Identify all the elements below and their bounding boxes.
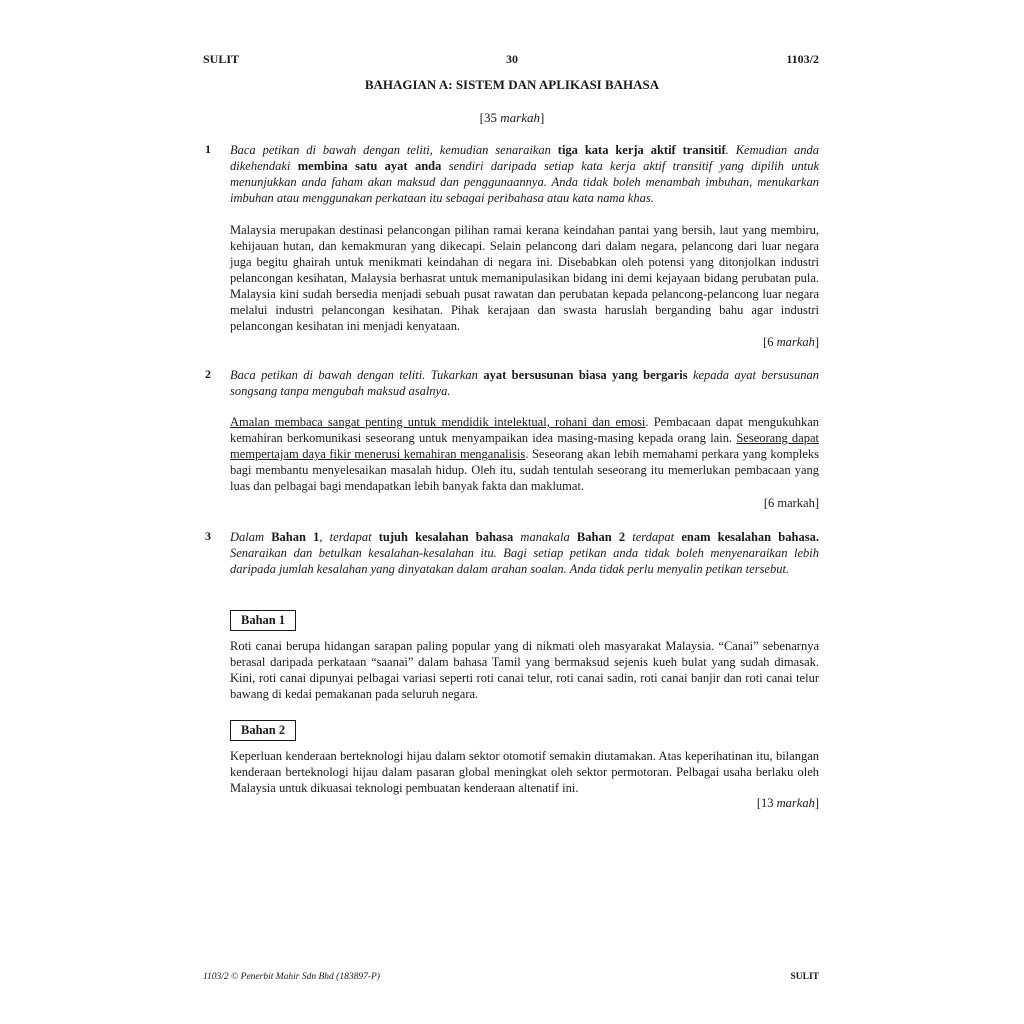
question-1-passage: Malaysia merupakan destinasi pelancongan pilihan ramai kerana keindahan pantai yang bersih, laut yang membiru, kehijauan hutan, dan kemakmuran yang dikecapi. Selain pelancong dari dalam negara, pelancong dari luar negara juga begitu ghairah untuk menikmati keindahan di negara ini. Disebabkan oleh potensi yang ditonjolkan industri pelancongan kesihatan, Malaysia berhasrat untuk memanipulasikan bidang ini demi kejayaan bidang perubatan pula. Malaysia kini sudah bersedia menjadi sebuah pusat rawatan dan perubatan kepada pelancong-pelancong luar negara melalui industri pelancongan kesihatan. Pihak kerajaan dan swasta haruslah berganding bahu agar industri pelancongan kesihatan ini menjadi kenyataan. (230, 223, 819, 333)
question-2-number: 2 (205, 367, 211, 381)
section-marks: [35 markah] (479, 110, 545, 125)
bahan-2-text: Keperluan kenderaan berteknologi hijau dalam sektor otomotif semakin diutamakan. Atas keperihatinan itu, bilangan kenderaan berteknologi hijau dalam pasaran global meningkat oleh sektor permotoran. Pelbagai usaha berlaku oleh Malaysia untuk dikuasai teknologi pembuatan kenderaan altenatif ini. (230, 749, 819, 795)
bahan-2-label: Bahan 2 (230, 720, 296, 741)
section-title: BAHAGIAN A: SISTEM DAN APLIKASI BAHASA (364, 77, 660, 92)
header-right: 1103/2 (786, 52, 819, 66)
question-3-instruction: Dalam Bahan 1, terdapat tujuh kesalahan bahasa manakala Bahan 2 terdapat enam kesalahan bahasa. Senaraikan dan betulkan kesalahan-kesalahan itu. Bagi setiap petikan anda tidak boleh menyenaraikan lebih daripada jumlah kesalahan yang dinyatakan dalam arahan soalan. Anda tidak perlu menyalin petikan tersebut. (230, 530, 819, 576)
question-1-instruction: Baca petikan di bawah dengan teliti, kemudian senaraikan tiga kata kerja aktif transitif. Kemudian anda dikehendaki membina satu ayat anda sendiri daripada setiap kata kerja aktif transitif yang dipilih untuk menunjukkan anda faham akan maksud dan penggunaannya. Anda tidak boleh menambah imbuhan, menukarkan imbuhan atau menggunakan perkataan itu sebagai peribahasa atau kata nama khas. (230, 143, 820, 205)
question-2-instruction: Baca petikan di bawah dengan teliti. Tukarkan ayat bersusunan biasa yang bergaris kepada ayat bersusunan songsang tanpa mengubah maksud asalnya. (230, 368, 819, 398)
footer-publisher: 1103/2 © Penerbit Mahir Sdn Bhd (183897-P) (203, 972, 380, 982)
question-2-marks: [6 markah] (763, 496, 819, 510)
bahan-1-label: Bahan 1 (230, 610, 296, 631)
underlined-sentence-2: Seseorang dapat mempertajam daya fikir menerusi kemahiran menganalisis (230, 431, 819, 461)
question-3-marks: [13 markah] (756, 796, 819, 810)
page-number: 30 (506, 52, 518, 66)
question-1-marks: [6 markah] (763, 335, 819, 349)
footer-right: SULIT (790, 972, 819, 982)
header-left: SULIT (203, 52, 240, 66)
underlined-sentence-1: Amalan membaca sangat penting untuk mendidik intelektual, rohani dan emosi (230, 415, 646, 429)
question-3-number: 3 (205, 529, 211, 543)
bahan-1-text: Roti canai berupa hidangan sarapan paling popular yang di nikmati oleh masyarakat Malaysia. “Canai” sebenarnya berasal daripada perkataan “saanai” dalam bahasa Tamil yang bermaksud sejenis kueh bulat yang sudah dimasak. Kini, roti canai dipunyai pelbagai variasi seperti roti canai telur, roti canai sadin, roti canai banjir dan roti canai telur bawang di kedai pemakanan pada seluruh negara. (230, 639, 819, 701)
question-1-number: 1 (205, 142, 211, 156)
question-2-passage: Amalan membaca sangat penting untuk mendidik intelektual, rohani dan emosi. Pembacaan dapat mengukuhkan kemahiran berkomunikasi seseorang untuk menyampaikan idea masing-masing kepada orang lain. Seseorang dapat mempertajam daya fikir menerusi kemahiran menganalisis. Seseorang akan lebih memahami perkara yang kompleks bagi membantu menyelesaikan masalah hidup. Oleh itu, sudah tentulah seseorang itu memerlukan pembacaan yang luas dan pelbagai bagi mendapatkan lebih banyak fakta dan maklumat. (230, 415, 819, 493)
